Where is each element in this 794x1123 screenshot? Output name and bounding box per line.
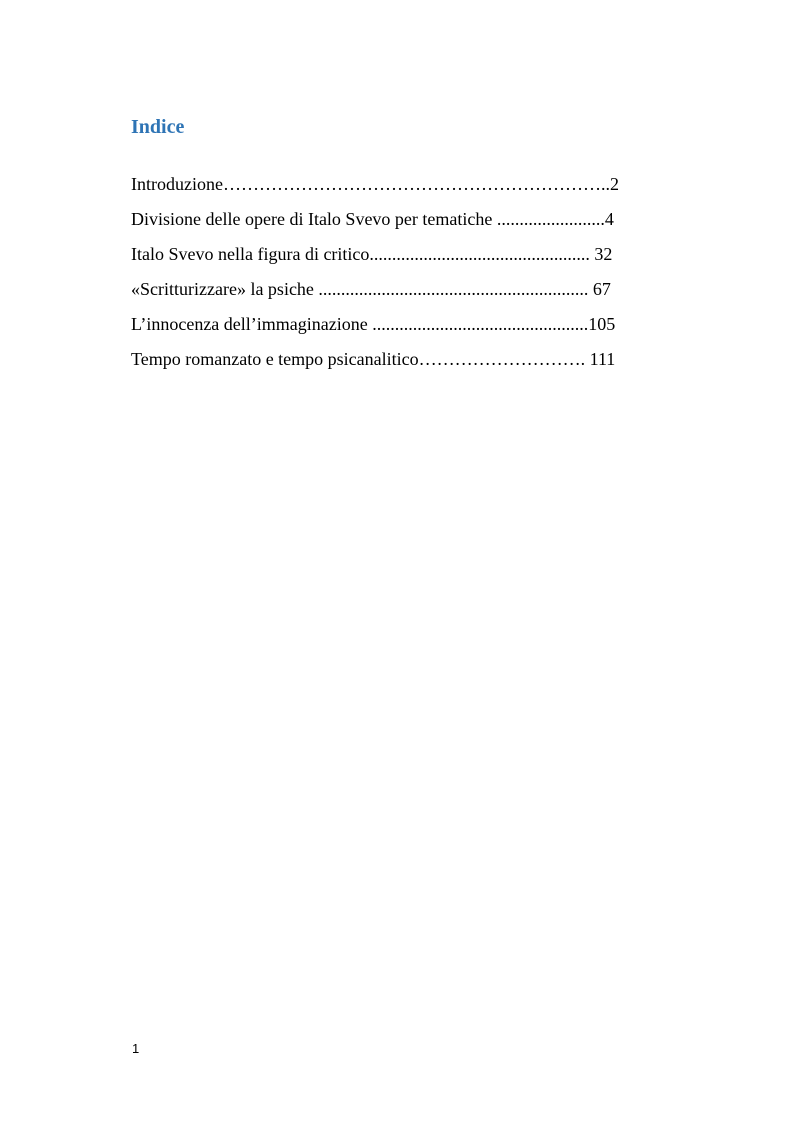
footer-page-number: 1: [132, 1041, 140, 1056]
table-of-contents: [131, 170, 619, 380]
toc-entry-title: Tempo romanzato e tempo psicanalitico: [131, 349, 419, 369]
toc-entry-tempo[interactable]: [131, 345, 619, 380]
toc-entry-leader: ………………………………………………………..: [222, 174, 610, 194]
toc-entry-svevo-critico[interactable]: [131, 240, 619, 275]
toc-entry-page: 105: [588, 314, 616, 334]
toc-entry-page: 32: [589, 244, 613, 264]
toc-entry-leader: ............................................................: [313, 279, 589, 299]
toc-heading: Indice: [131, 116, 185, 138]
toc-entry-page: 2: [609, 174, 619, 194]
toc-entry-title: Italo Svevo nella figura di critico: [131, 244, 370, 264]
toc-entry-page: 111: [585, 349, 616, 369]
toc-entry-introduzione[interactable]: [131, 170, 619, 205]
toc-entry-scritturizzare[interactable]: [131, 275, 619, 310]
toc-entry-title: Introduzione: [131, 174, 223, 194]
toc-entry-page: 67: [588, 279, 611, 299]
toc-entry-leader: .................................................: [369, 244, 590, 264]
toc-entry-title: Divisione delle opere di Italo Svevo per tematiche: [131, 209, 493, 229]
toc-entry-page: 4: [604, 209, 614, 229]
toc-entry-leader: ……………………….: [418, 349, 586, 369]
toc-entry-leader: ........................: [492, 209, 605, 229]
toc-entry-divisione-opere[interactable]: [131, 205, 619, 240]
toc-entry-title: «Scritturizzare» la psiche: [131, 279, 314, 299]
toc-entry-innocenza[interactable]: [131, 310, 619, 345]
toc-entry-leader: ................................................: [367, 314, 589, 334]
toc-entry-title: L’innocenza dell’immaginazione: [131, 314, 368, 334]
